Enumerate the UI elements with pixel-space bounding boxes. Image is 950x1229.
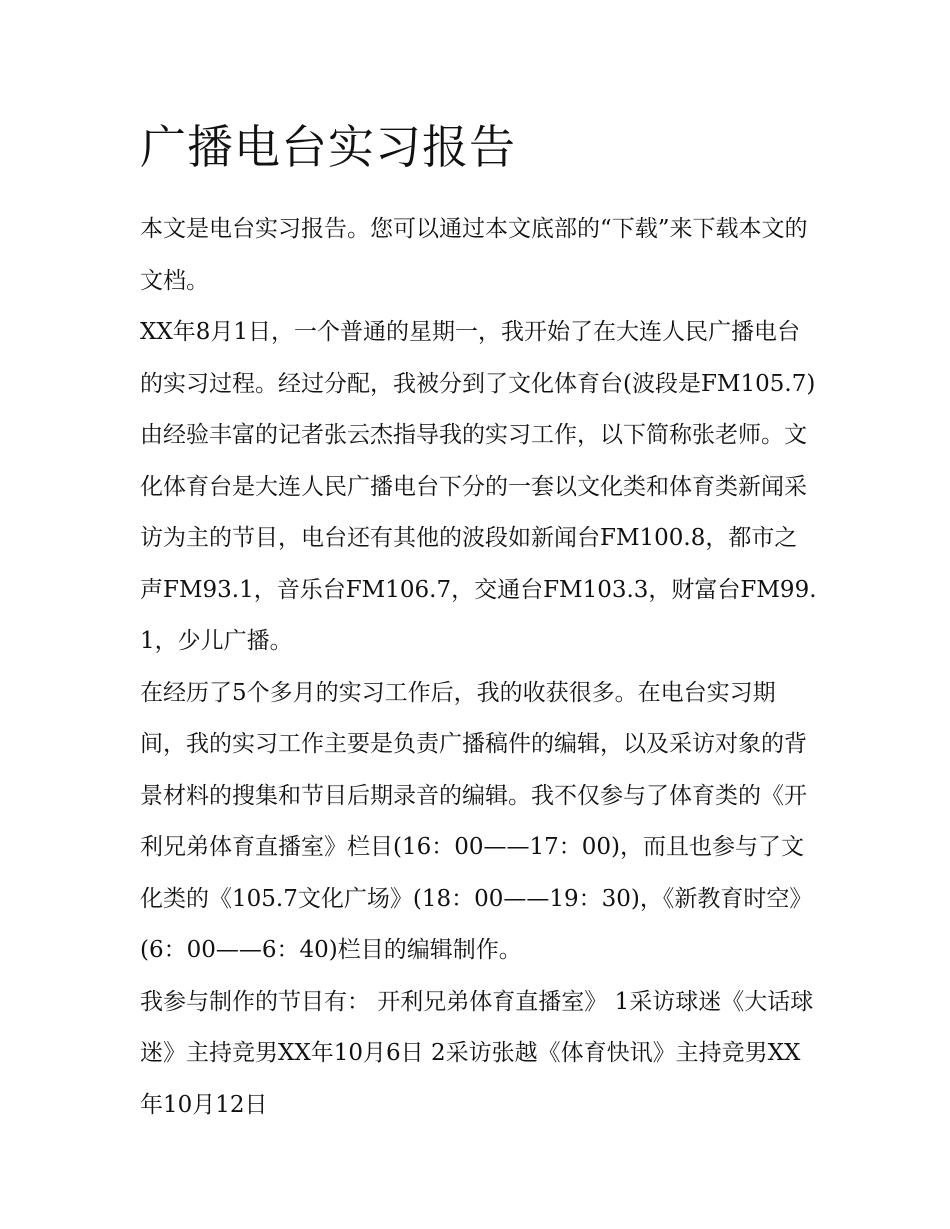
paragraph-intro: 本文是电台实习报告。您可以通过本文底部的“下载”来下载本文的文档。 <box>140 216 808 294</box>
paragraph-internship-start: XX年8月1日，一个普通的星期一，我开始了在大连人民广播电台的实习过程。经过分配，我被分到了文化体育台(波段是FM105.7)由经验丰富的记者张云杰指导我的实习工作，以下简称张老师。文化体育台是大连人民广播电台下分的一套以文化类和体育类新闻采访为主的节目，电台还有其他的波段如新闻台FM100.8，都市之声FM93.1，音乐台FM106.7，交通台FM103.3，财富台FM99.1，少儿广播。 <box>140 319 817 654</box>
document-title: 广播电台实习报告 <box>140 120 516 174</box>
paragraph-internship-work: 在经历了5个多月的实习工作后，我的收获很多。在电台实习期间，我的实习工作主要是负责广播稿件的编辑，以及采访对象的背景材料的搜集和节目后期录音的编辑。我不仅参与了体育类的《开利兄弟体育直播室》栏目(16：00——17：00)，而且也参与了文化类的《105.7文化广场》(18：00——19：30)，《新教育时空》(6：00——6：40)栏目的编辑制作。 <box>140 679 813 963</box>
paragraph-programs: 我参与制作的节目有： 开利兄弟体育直播室》 1采访球迷《大话球迷》主持竞男XX年10月6日 2采访张越《体育快讯》主持竞男XX年10月12日 <box>140 988 814 1118</box>
